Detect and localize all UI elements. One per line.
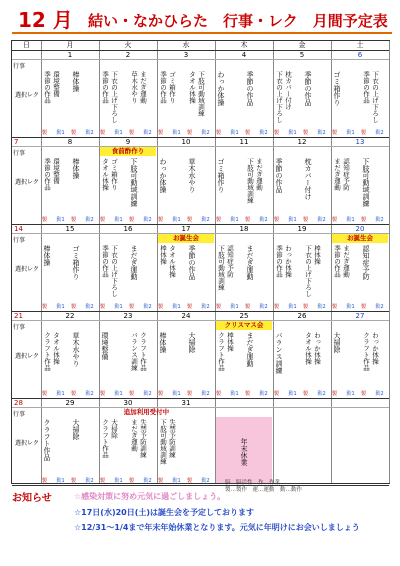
activity-tag: 製 — [303, 391, 309, 397]
activity-text: 下衣の上げ下ろし — [110, 245, 118, 297]
activity-text: わっか体操 — [159, 158, 167, 193]
activity-tag: 製 — [245, 304, 251, 310]
activity-tag: 動2 — [85, 217, 94, 223]
activity-tag: 製 — [129, 478, 135, 484]
day-date — [273, 399, 331, 407]
activity-tag: 製 — [129, 304, 135, 310]
day-date: 23 — [123, 312, 133, 320]
activity-tag: 動1 — [288, 304, 297, 310]
activity-tag: 動1 — [114, 391, 123, 397]
activity-text: 環境整備 — [52, 71, 60, 97]
activity-tag: 製 — [245, 130, 251, 136]
day-date: 6 — [357, 51, 363, 59]
activity-tag: 製 — [42, 391, 48, 397]
day-date: 5 — [299, 51, 305, 59]
activity-text: クラフト作品 — [101, 419, 109, 458]
notice-line-3: ☆12/31～1/4まで年末年始休業となります。元気に年明けにお会いしましょう — [74, 523, 360, 532]
activity-text: 棒体操 — [72, 71, 80, 92]
activity-tag: 動1 — [172, 304, 181, 310]
activity-text: まだぎ運動 — [246, 245, 254, 280]
activity-tag: 製 — [187, 130, 193, 136]
activity-text: 季節の作品 — [246, 71, 254, 106]
activity-tag: 動1 — [230, 217, 239, 223]
rec-label: 選択レク — [15, 179, 39, 186]
activity-tag: 動2 — [143, 391, 152, 397]
activity-text: 草木水やり — [72, 332, 80, 367]
day-date: 17 — [181, 225, 191, 233]
activity-text: クラフト作品 — [139, 332, 147, 371]
activity-tag: 製 — [129, 391, 135, 397]
activity-text: 認知症予防 — [362, 245, 370, 280]
activity-tag: 動2 — [259, 304, 268, 310]
activity-tag: 動2 — [375, 130, 384, 136]
activity-text: 季節の作品 — [333, 245, 341, 278]
activity-text: ゴミ箱作り — [110, 158, 118, 191]
activity-tag: 製 — [100, 217, 106, 223]
activity-text: 下肢可動域訓練 — [197, 71, 205, 117]
activity-tag: 動2 — [201, 304, 210, 310]
day-date: 25 — [239, 312, 249, 320]
activity-text: 大掃除 — [333, 332, 341, 353]
date-row-divider — [12, 320, 389, 321]
day-date: 2 — [125, 51, 131, 59]
activity-tag: 動2 — [317, 130, 326, 136]
activity-tag: 動2 — [85, 478, 94, 484]
activity-tag: 動1 — [172, 478, 181, 484]
gyouji-label: 行事 — [13, 324, 26, 331]
activity-tag: 製 — [332, 130, 338, 136]
activity-text: まだぎ運動 — [130, 245, 138, 280]
activity-tag: 動1 — [172, 217, 181, 223]
activity-tag: 製 — [245, 391, 251, 397]
activity-text: 下衣の上げ下ろし — [275, 71, 283, 123]
activity-tag: 動2 — [317, 304, 326, 310]
activity-text: 下衣の上げ下ろし — [371, 71, 379, 123]
activity-tag: 動2 — [201, 391, 210, 397]
activity-tag: 動1 — [114, 130, 123, 136]
gyouji-label: 行事 — [13, 150, 26, 157]
weekday-header: 金 — [298, 41, 306, 49]
activity-tag: 製 — [361, 304, 367, 310]
event-badge: お誕生会 — [332, 234, 388, 243]
activity-text: 下肢可動域訓練 — [362, 158, 370, 207]
day-date: 12 — [297, 138, 307, 146]
activity-text: ゴミ箱作り — [333, 71, 341, 106]
sunday-date: 7 — [14, 138, 19, 146]
activity-text: わっか体操 — [371, 332, 379, 365]
activity-tag: 動2 — [201, 217, 210, 223]
weekday-header: 月 — [66, 41, 74, 49]
day-date: 29 — [65, 399, 75, 407]
activity-text: ゴミ箱作り — [168, 71, 176, 104]
activity-text: 下衣の上げ下ろし — [304, 245, 312, 297]
activity-tag: 製 — [71, 391, 77, 397]
event-badge: お誕生会 — [158, 234, 214, 243]
activity-tag: 製 — [274, 217, 280, 223]
activity-text: クラフト作品 — [43, 419, 51, 461]
activity-tag: 動1 — [230, 391, 239, 397]
activity-tag: 製 — [100, 304, 106, 310]
closure-label: 年末休業 — [240, 438, 248, 466]
notice-title: お知らせ — [12, 493, 52, 504]
activity-tag: 動2 — [259, 217, 268, 223]
activity-tag: 動1 — [288, 391, 297, 397]
activity-text: 季節の作品 — [159, 71, 167, 104]
day-date: 20 — [355, 225, 365, 233]
activity-text: ゴミ箱作り — [217, 158, 225, 193]
activity-tag: 製 — [361, 217, 367, 223]
activity-tag: 動1 — [230, 304, 239, 310]
activity-tag: 動2 — [259, 130, 268, 136]
activity-tag: 動2 — [143, 217, 152, 223]
activity-text: クラフト作品 — [43, 332, 51, 371]
day-date: 30 — [123, 399, 133, 407]
rec-label: 選択レク — [15, 266, 39, 273]
activity-text: タオル体操 — [101, 158, 109, 191]
activity-text: 季節の作品 — [188, 245, 196, 280]
activity-tag: 製 — [216, 217, 222, 223]
day-date: 19 — [297, 225, 307, 233]
activity-text: まだぎ運動 — [139, 71, 147, 104]
day-date: 13 — [355, 138, 365, 146]
activity-text: 季節の作品 — [43, 158, 51, 191]
activity-text: わっか体操 — [284, 245, 292, 278]
date-row-divider — [12, 59, 389, 60]
activity-tag: 動1 — [56, 217, 65, 223]
day-date: 3 — [183, 51, 189, 59]
weekday-header: 水 — [182, 41, 190, 49]
activity-tag: 製 — [71, 130, 77, 136]
event-badge: 追加利用受付中 — [123, 408, 170, 416]
legend — [225, 480, 302, 494]
date-row-divider — [12, 407, 389, 408]
activity-text: まだぎ運動 — [246, 332, 254, 367]
activity-tag: 動1 — [346, 217, 355, 223]
activity-tag: 製 — [216, 130, 222, 136]
day-date: 1 — [67, 51, 73, 59]
activity-text: 下肢可動域訓練 — [130, 158, 138, 207]
gyouji-label: 行事 — [13, 237, 26, 244]
activity-text: 棒体操 — [159, 245, 167, 265]
activity-tag: 製 — [187, 478, 193, 484]
day-date: 18 — [239, 225, 249, 233]
activity-text: 季節の作品 — [304, 71, 312, 106]
activity-text: ゴミ箱作り — [72, 245, 80, 280]
activity-tag: 製 — [274, 391, 280, 397]
activity-text: 環境整備 — [52, 158, 60, 184]
event-badge: クリスマス会 — [216, 321, 272, 330]
activity-tag: 製 — [71, 304, 77, 310]
activity-text: クラフト作品 — [217, 332, 225, 371]
activity-tag: 動2 — [375, 217, 384, 223]
activity-text: クラフト作品 — [362, 332, 370, 371]
activity-tag: 製 — [187, 217, 193, 223]
legend-text: 脳…脳活性 作…作業 製…製作 運…運動 動…動作 — [225, 480, 303, 493]
page-header — [12, 8, 392, 34]
activity-tag: 製 — [158, 478, 164, 484]
activity-text: 季節の作品 — [362, 71, 370, 104]
activity-text: 大掃除 — [72, 419, 80, 440]
activity-text: 季節の作品 — [43, 71, 51, 104]
activity-text: 棒体操 — [313, 245, 321, 265]
activity-text: 季節の作品 — [275, 158, 283, 193]
calendar-table — [11, 40, 390, 484]
activity-tag: 動1 — [56, 130, 65, 136]
activity-text: 環境整備 — [101, 332, 109, 360]
day-date: 26 — [297, 312, 307, 320]
day-date: 15 — [65, 225, 75, 233]
sunday-date: 28 — [14, 399, 23, 407]
sunday-date: 14 — [14, 225, 23, 233]
month-title: 12 月 — [18, 8, 73, 32]
day-date — [215, 399, 273, 407]
day-date: 24 — [181, 312, 191, 320]
date-row-divider — [12, 146, 389, 147]
weekday-header-sunday: 日 — [23, 41, 30, 49]
activity-tag: 動2 — [375, 391, 384, 397]
activity-tag: 動2 — [143, 478, 152, 484]
activity-tag: 製 — [158, 391, 164, 397]
notice-line-1: ☆感染対策に努め元気に過ごしましょう。 — [74, 492, 226, 501]
activity-tag: 動2 — [143, 130, 152, 136]
activity-tag: 動2 — [201, 130, 210, 136]
activity-tag: 製 — [42, 478, 48, 484]
activity-tag: 動1 — [346, 304, 355, 310]
activity-text: まだぎ運動 — [342, 245, 350, 278]
sunday-date — [12, 51, 43, 59]
activity-tag: 動1 — [346, 130, 355, 136]
activity-tag: 製 — [158, 130, 164, 136]
activity-tag: 製 — [42, 217, 48, 223]
activity-text: 失禁予防訓練 — [168, 419, 176, 458]
activity-tag: 動2 — [201, 478, 210, 484]
day-date: 11 — [239, 138, 249, 146]
activity-tag: 製 — [129, 217, 135, 223]
activity-text: まだぎ運動 — [255, 158, 263, 191]
activity-text: 大掃除 — [110, 419, 118, 439]
weekday-header: 木 — [240, 41, 248, 49]
activity-tag: 製 — [100, 391, 106, 397]
activity-tag: 製 — [303, 217, 309, 223]
activity-text: タオル体操 — [304, 332, 312, 365]
activity-tag: 製 — [42, 304, 48, 310]
activity-tag: 動1 — [288, 217, 297, 223]
activity-text: 棒体操 — [72, 158, 80, 179]
activity-text: 草木水やり — [188, 158, 196, 193]
activity-text: 棒体操 — [226, 332, 234, 352]
activity-text: 下肢可動域訓練 — [246, 158, 254, 204]
activity-tag: 動1 — [288, 130, 297, 136]
activity-tag: 動2 — [85, 130, 94, 136]
activity-tag: 動1 — [56, 391, 65, 397]
activity-tag: 製 — [245, 217, 251, 223]
activity-tag: 製 — [100, 478, 106, 484]
activity-text: 棒体操 — [43, 245, 51, 266]
activity-text: 棒体操 — [159, 332, 167, 353]
activity-text: 失禁予防訓練 — [139, 419, 147, 458]
activity-text: 下肢可動域訓練 — [159, 419, 167, 465]
activity-tag: 製 — [71, 217, 77, 223]
activity-tag: 製 — [187, 391, 193, 397]
rec-label: 選択レク — [15, 440, 39, 447]
activity-tag: 動2 — [143, 304, 152, 310]
activity-text: 下衣の上げ下ろし — [110, 71, 118, 123]
activity-tag: 動2 — [317, 391, 326, 397]
activity-tag: 動1 — [172, 130, 181, 136]
weekday-header: 土 — [356, 41, 364, 49]
activity-tag: 動1 — [114, 304, 123, 310]
day-date: 8 — [67, 138, 73, 146]
activity-tag: 動1 — [56, 478, 65, 484]
gyouji-label: 行事 — [13, 411, 26, 418]
activity-tag: 製 — [100, 130, 106, 136]
activity-text: 季節の作品 — [275, 245, 283, 278]
column-divider — [389, 41, 390, 483]
activity-tag: 動2 — [259, 391, 268, 397]
activity-tag: 動1 — [114, 217, 123, 223]
activity-text: タオル体操 — [52, 332, 60, 365]
activity-tag: 製 — [216, 391, 222, 397]
page-title: 結い・なかひらた 行事・レク 月間予定表 — [88, 12, 388, 30]
day-date: 31 — [181, 399, 191, 407]
activity-tag: 動1 — [346, 391, 355, 397]
sunday-date: 21 — [14, 312, 23, 320]
activity-tag: 製 — [129, 130, 135, 136]
rec-label: 選択レク — [15, 353, 39, 360]
activity-tag: 動2 — [317, 217, 326, 223]
activity-text: まだぎ運動 — [130, 419, 138, 452]
activity-tag: 動2 — [375, 304, 384, 310]
day-date: 22 — [65, 312, 75, 320]
activity-tag: 製 — [158, 304, 164, 310]
activity-tag: 製 — [187, 304, 193, 310]
activity-tag: 動2 — [85, 304, 94, 310]
activity-text: 季節の作品 — [101, 245, 109, 278]
activity-text: 認知症予防 — [226, 245, 234, 278]
activity-text: タオル体操 — [188, 71, 196, 104]
gyouji-label: 行事 — [13, 63, 26, 70]
day-date: 16 — [123, 225, 133, 233]
activity-tag: 動1 — [114, 478, 123, 484]
activity-tag: 動2 — [85, 391, 94, 397]
activity-text: 認知症予防 — [342, 158, 350, 191]
activity-tag: 製 — [361, 391, 367, 397]
activity-tag: 製 — [42, 130, 48, 136]
activity-tag: 製 — [332, 391, 338, 397]
rec-label: 選択レク — [15, 92, 39, 99]
activity-text: 枕カバー付け — [284, 71, 292, 110]
activity-text: バランス訓練 — [275, 332, 283, 374]
activity-text: わっか体操 — [217, 71, 225, 106]
activity-tag: 製 — [274, 304, 280, 310]
activity-tag: 製 — [332, 217, 338, 223]
activity-tag: 製 — [71, 478, 77, 484]
activity-text: 枕カバー付け — [304, 158, 312, 200]
activity-text: バランス訓練 — [130, 332, 138, 371]
activity-text: まだぎ運動 — [333, 158, 341, 191]
activity-tag: 製 — [303, 304, 309, 310]
row-divider — [12, 485, 389, 486]
day-date: 27 — [355, 312, 365, 320]
notice-line-2: ☆17日(水)20日(土)は誕生会を予定しております — [74, 508, 255, 517]
activity-tag: 動1 — [56, 304, 65, 310]
day-date: 4 — [241, 51, 247, 59]
day-date: 10 — [181, 138, 191, 146]
activity-tag: 製 — [216, 304, 222, 310]
activity-tag: 製 — [361, 130, 367, 136]
activity-text: わっか体操 — [313, 332, 321, 365]
activity-text: 草木水やり — [130, 71, 138, 104]
activity-tag: 動1 — [172, 391, 181, 397]
activity-tag: 製 — [332, 304, 338, 310]
day-date: 9 — [125, 138, 131, 146]
day-date — [331, 399, 389, 407]
activity-text: 季節の作品 — [101, 71, 109, 104]
activity-text: タオル体操 — [168, 245, 176, 278]
activity-tag: 製 — [303, 130, 309, 136]
activity-text: 下肢可動域訓練 — [217, 245, 225, 291]
weekday-header: 火 — [124, 41, 132, 49]
activity-text: 大掃除 — [188, 332, 196, 353]
activity-tag: 動1 — [230, 130, 239, 136]
event-badge: 食前酢作り — [100, 147, 156, 156]
activity-tag: 製 — [158, 217, 164, 223]
activity-tag: 製 — [274, 130, 280, 136]
